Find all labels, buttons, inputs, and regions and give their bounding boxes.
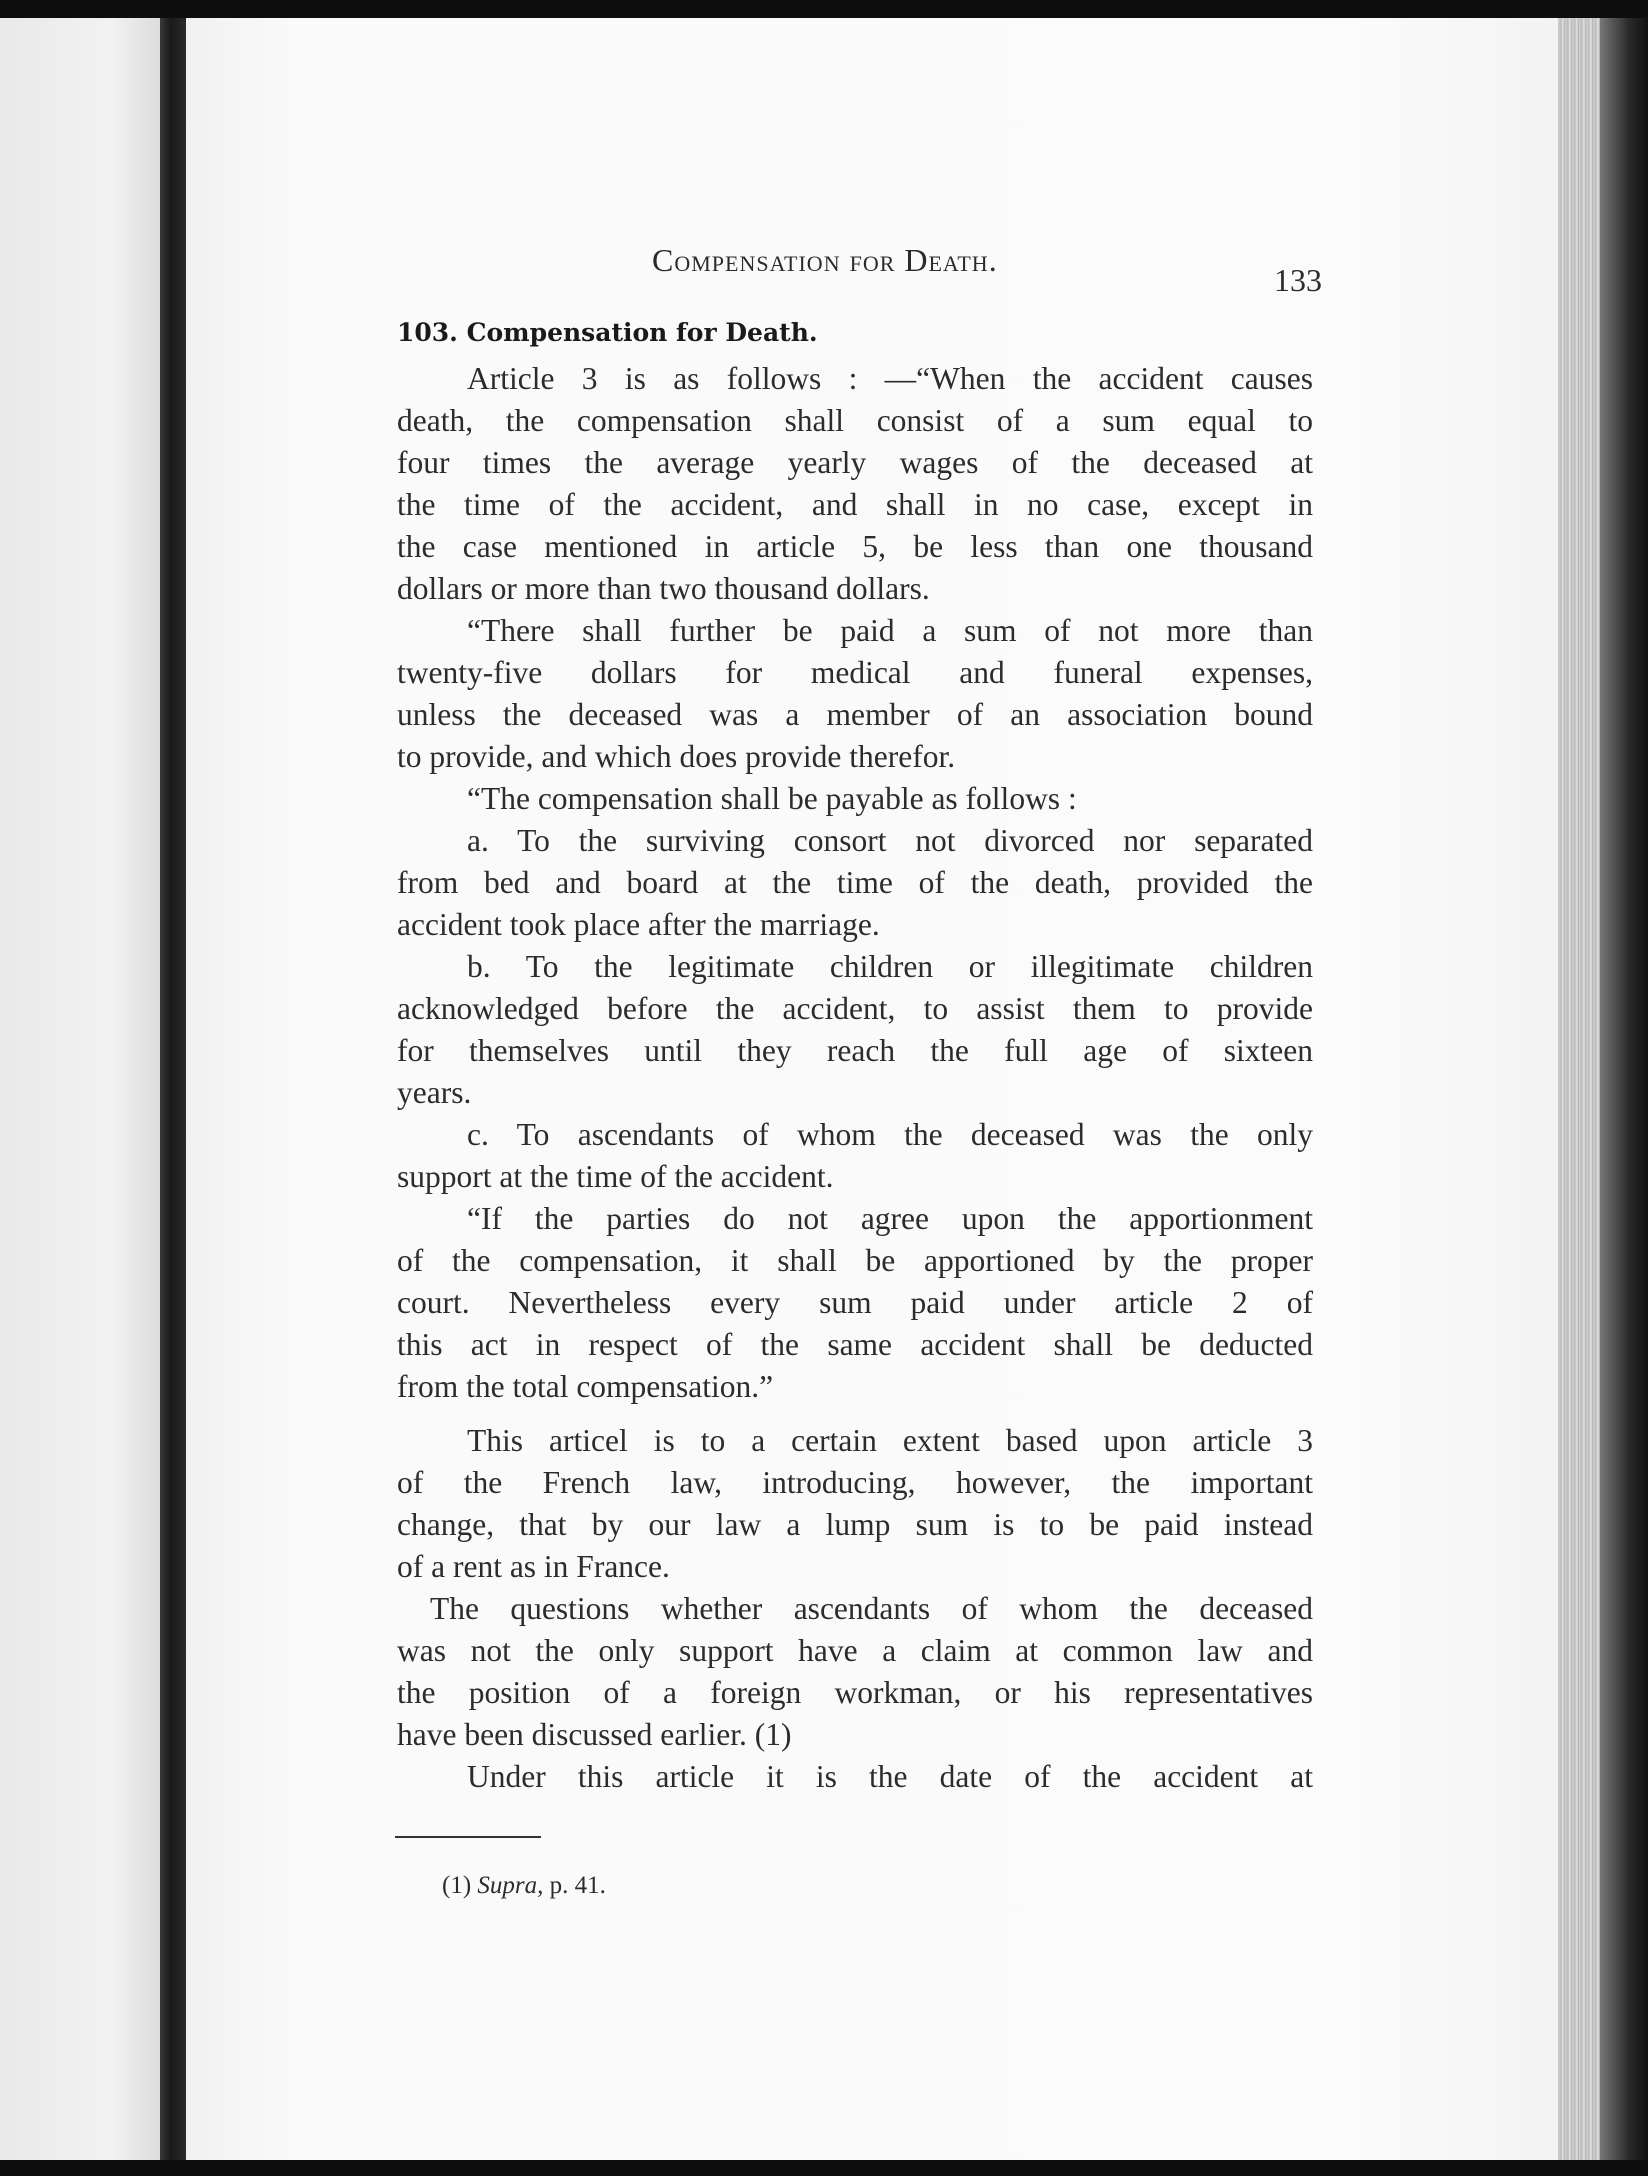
book-gutter bbox=[160, 18, 186, 2160]
text-line: Article 3 is as follows : —“When the accident causes bbox=[467, 361, 1313, 396]
page-number: 133 bbox=[1274, 262, 1322, 298]
running-head: Compensation for Death. bbox=[652, 242, 998, 278]
text-line: unless the deceased was a member of an association bound bbox=[397, 697, 1313, 732]
footnote-marker: (1) bbox=[442, 1872, 472, 1899]
footnote-citation: Supra, bbox=[477, 1872, 544, 1899]
text-line: “There shall further be paid a sum of not more than bbox=[467, 613, 1313, 648]
text-line: change, that by our law a lump sum is to be paid instead bbox=[397, 1507, 1313, 1542]
text-line: the time of the accident, and shall in no case, except in bbox=[397, 487, 1313, 522]
text-line: Under this article it is the date of the accident at bbox=[467, 1759, 1313, 1794]
text-line: to provide, and which does provide therefor. bbox=[397, 739, 956, 774]
text-line: “The compensation shall be payable as follows : bbox=[467, 781, 1077, 816]
text-line: have been discussed earlier. (1) bbox=[397, 1717, 792, 1752]
text-line: of the compensation, it shall be apportioned by the proper bbox=[397, 1243, 1313, 1278]
text-line: from bed and board at the time of the death, provided the bbox=[397, 865, 1313, 900]
text-line: a. To the surviving consort not divorced nor separated bbox=[467, 823, 1313, 858]
text-line: death, the compensation shall consist of a sum equal to bbox=[397, 403, 1313, 438]
text-line: the position of a foreign workman, or his representatives bbox=[397, 1675, 1313, 1710]
text-line: dollars or more than two thousand dollars. bbox=[397, 571, 930, 606]
text-line: “If the parties do not agree upon the apportionment bbox=[467, 1201, 1313, 1236]
text-line: support at the time of the accident. bbox=[397, 1159, 834, 1194]
footnote-page: p. 41. bbox=[549, 1872, 606, 1899]
text-line: court. Nevertheless every sum paid under article 2 of bbox=[397, 1285, 1313, 1320]
text-line: this act in respect of the same accident shall be deducted bbox=[397, 1327, 1313, 1362]
text-line: accident took place after the marriage. bbox=[397, 907, 880, 942]
footnote-rule bbox=[395, 1836, 541, 1838]
text-line: from the total compensation.” bbox=[397, 1369, 774, 1404]
text-line: This articel is to a certain extent based upon article 3 bbox=[467, 1423, 1313, 1458]
section-heading: 103. Compensation for Death. bbox=[397, 318, 818, 347]
text-line: years. bbox=[397, 1075, 472, 1110]
scan-top-band bbox=[0, 0, 1648, 18]
text-line: twenty-five dollars for medical and funeral expenses, bbox=[397, 655, 1313, 690]
text-line: for themselves until they reach the full age of sixteen bbox=[397, 1033, 1313, 1068]
text-line: acknowledged before the accident, to assist them to provide bbox=[397, 991, 1313, 1026]
text-line: of the French law, introducing, however, the important bbox=[397, 1465, 1313, 1500]
text-line: c. To ascendants of whom the deceased was the only bbox=[467, 1117, 1313, 1152]
footnote bbox=[442, 1872, 606, 1900]
text-line: of a rent as in France. bbox=[397, 1549, 670, 1584]
text-line: The questions whether ascendants of whom the deceased bbox=[430, 1591, 1313, 1626]
facing-page-edge bbox=[0, 18, 160, 2160]
text-line: b. To the legitimate children or illegitimate children bbox=[467, 949, 1313, 984]
text-line: the case mentioned in article 5, be less than one thousand bbox=[397, 529, 1313, 564]
text-line: four times the average yearly wages of the deceased at bbox=[397, 445, 1313, 480]
text-line: was not the only support have a claim at common law and bbox=[397, 1633, 1313, 1668]
page-edges-shadow bbox=[1600, 18, 1648, 2160]
scan-bottom-band bbox=[0, 2160, 1648, 2176]
